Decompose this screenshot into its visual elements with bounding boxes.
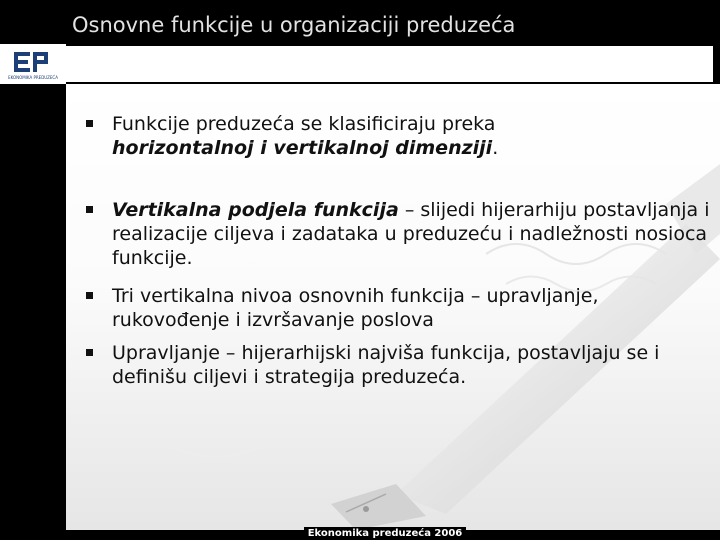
bullet-text-3: Tri vertikalna nivoa osnovnih funkcija – upravljanje, rukovođenje i izvršavanje poslova [112,285,599,331]
bullet-1-lead: Funkcije preduzeća se klasificiraju preka [112,113,496,135]
bullet-square-icon [86,349,93,356]
bullet-square-icon [86,206,93,213]
bullet-1-emphasis: horizontalnoj i vertikalnoj dimenziji [112,137,493,159]
bullet-text-1 [112,112,712,160]
footer-text: Ekonomika preduzeća 2006 [304,527,466,540]
logo [0,44,66,84]
bullet-square-icon [86,292,93,299]
bullet-text-2 [112,198,712,270]
bullet-1-tail: . [492,137,499,159]
header-strip [66,46,713,82]
page-number: 35 [669,59,684,74]
bullet-square-icon [86,120,93,127]
logo-caption: EKONOMIKA PREDUZEĆA [8,75,58,80]
bullet-2-emphasis: Vertikalna podjela funkcija [112,199,399,221]
bullet-2-tail: – slijedi hijerarhiju postavljanja i realizacije ciljeva i zadataka u preduzeću i nadležnosti nosioca funkcije. [112,199,710,269]
ep-logo-icon [0,44,66,84]
bullet-text-4: Upravljanje – hijerarhijski najviša funkcija, postavljaju se i definišu ciljevi i strategija preduzeća. [112,342,660,388]
slide-title: Osnovne funkcije u organizaciji preduzeća [72,13,516,37]
